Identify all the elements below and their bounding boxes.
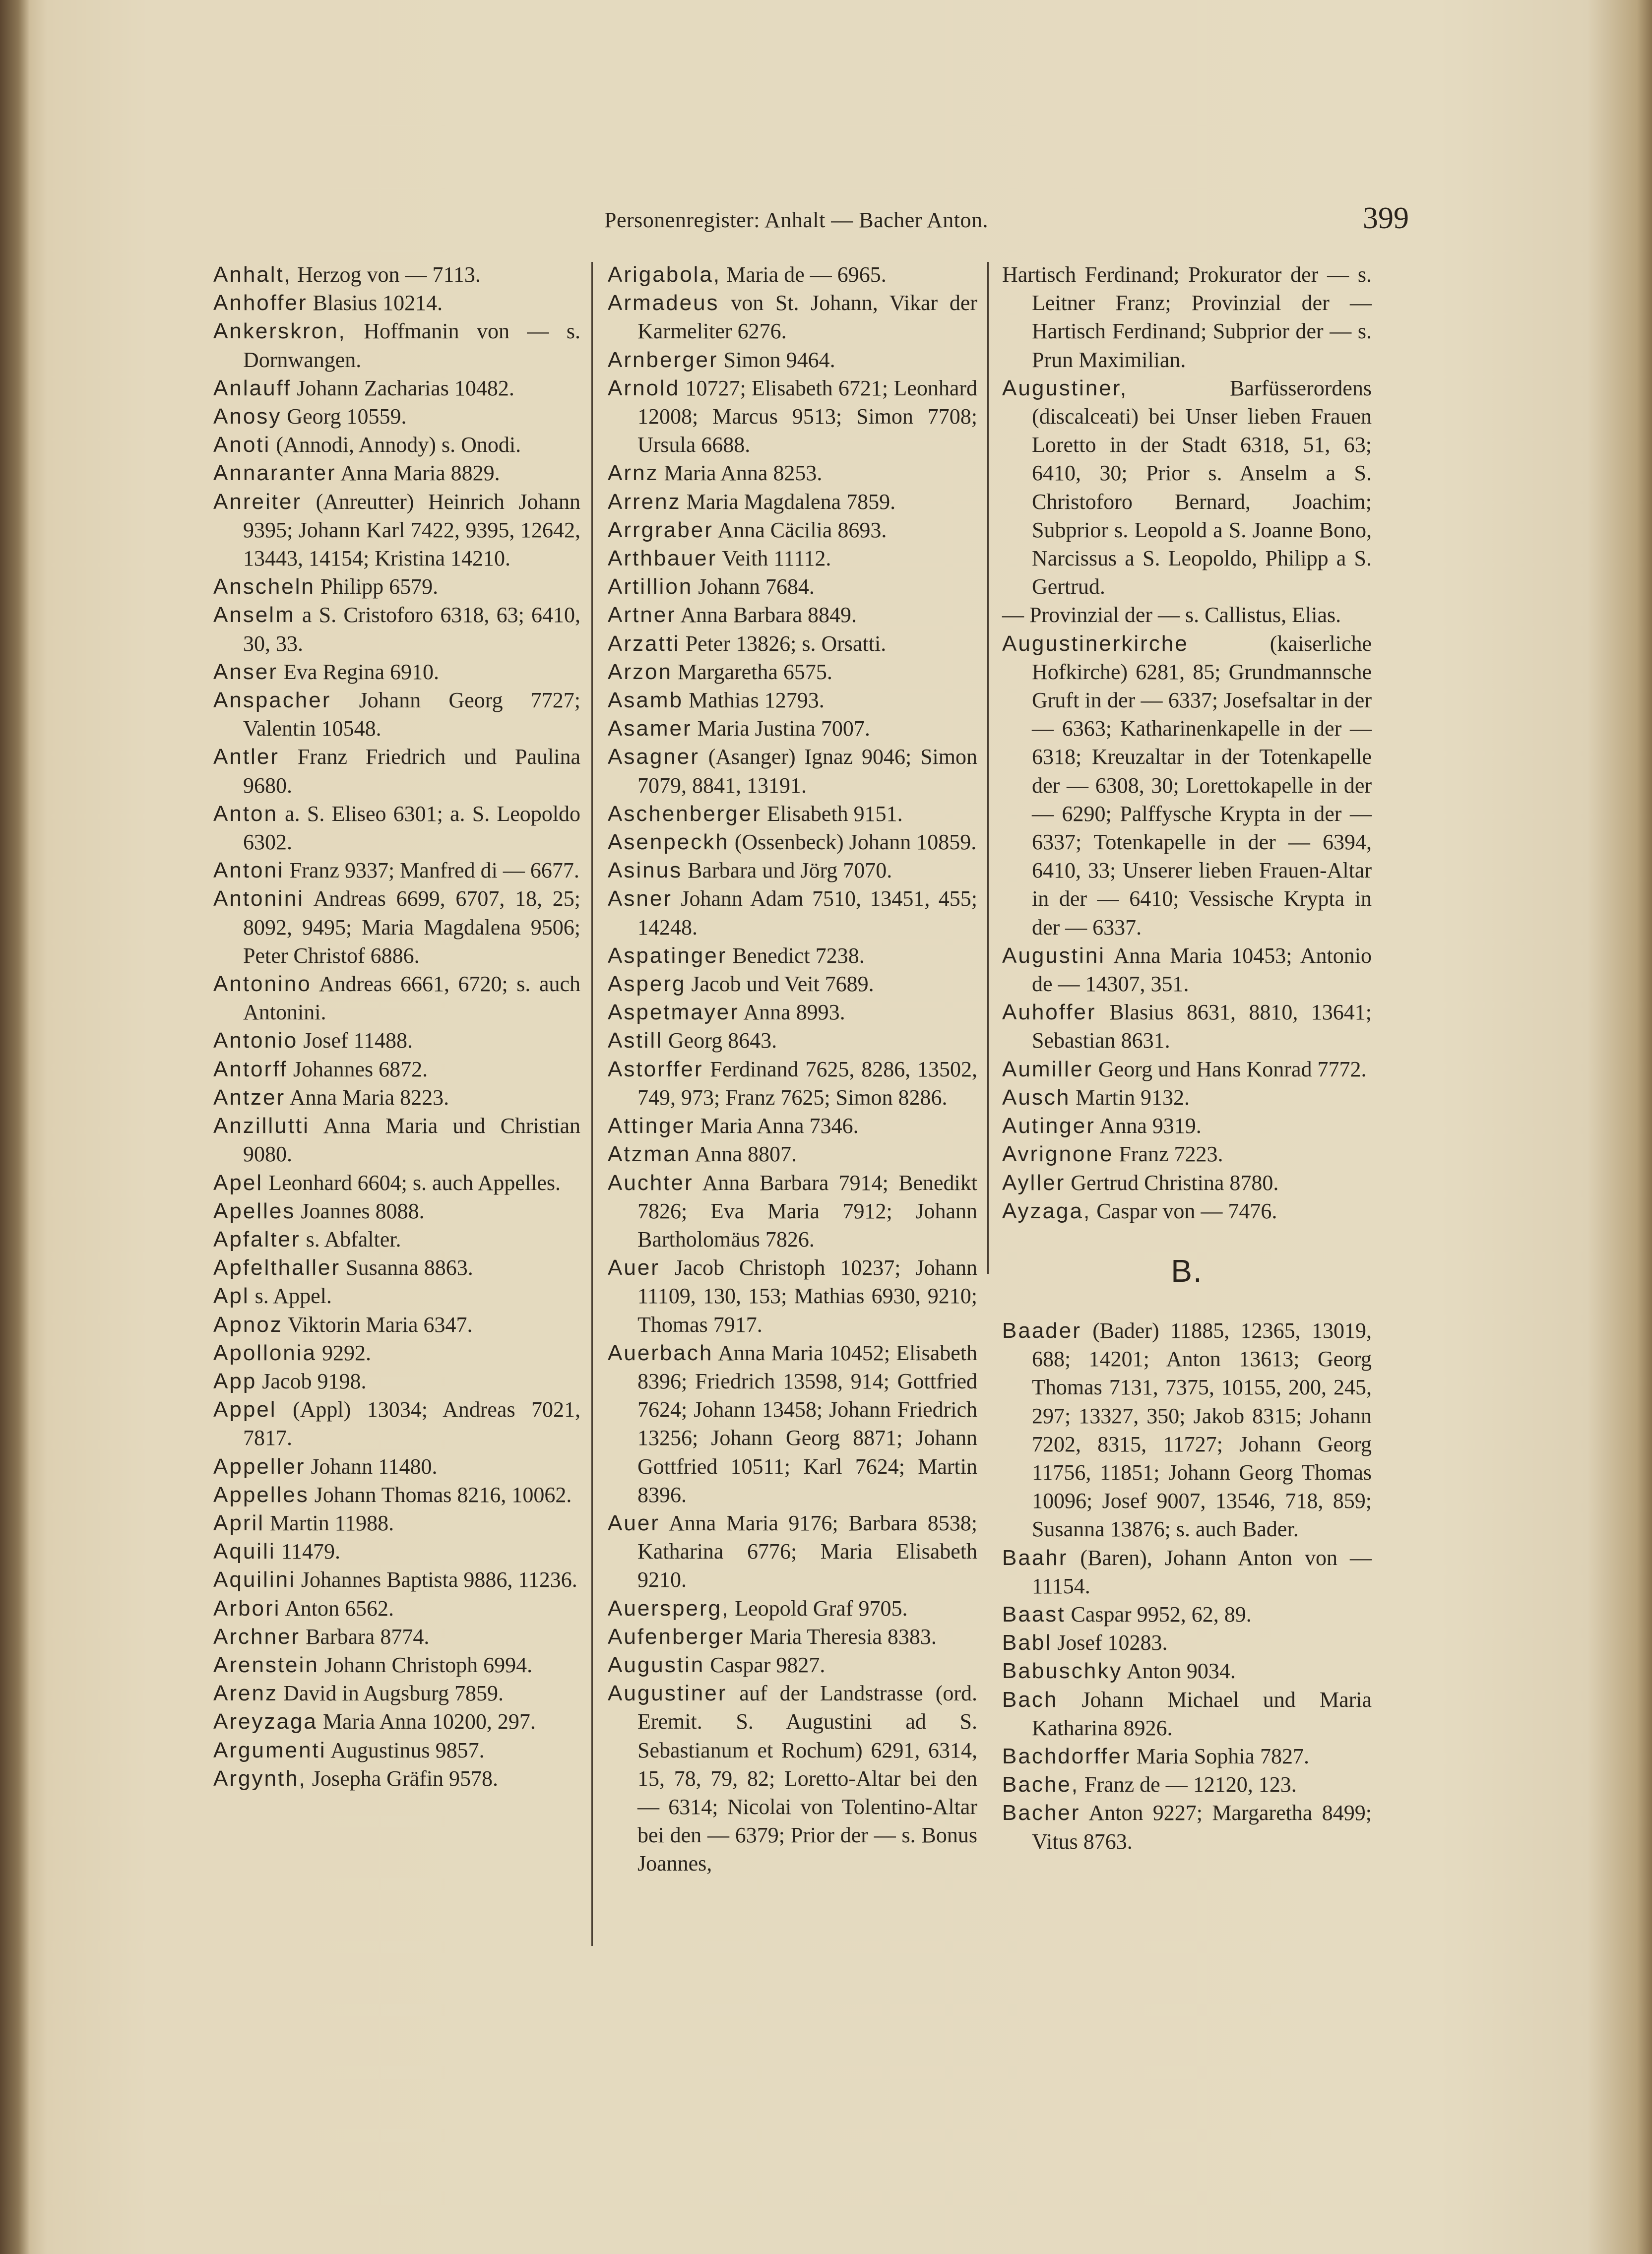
entry-text: Andreas 6699, 6707, 18, 25; 8092, 9495; Maria Magdalena 9506; Peter Christof 6886. xyxy=(243,886,580,968)
entry-text: (Anreutter) Heinrich Johann 9395; Johann Karl 7422, 9395, 12642, 13443, 14154; Kristina 14210. xyxy=(243,489,581,571)
entry-headword: Antzer xyxy=(213,1085,286,1110)
index-entry xyxy=(213,1679,580,1707)
entry-headword: Bach xyxy=(1002,1687,1058,1712)
entry-text: Barbara 8774. xyxy=(306,1624,430,1649)
index-entry xyxy=(213,970,580,1026)
entry-headword: Artillion xyxy=(608,574,693,599)
entry-headword: Babl xyxy=(1002,1630,1052,1655)
entry-headword: Ayller xyxy=(1002,1170,1066,1195)
index-entry xyxy=(608,884,977,941)
index-entry xyxy=(608,941,977,970)
index-entry xyxy=(1002,1770,1372,1799)
entry-text: Anna 8993. xyxy=(743,1000,845,1025)
entry-text: Simon 9464. xyxy=(723,347,835,372)
entry-headword: Ayzaga, xyxy=(1002,1198,1091,1223)
entry-text: Anna Maria 8223. xyxy=(289,1085,449,1110)
entry-headword: Apfelthaller xyxy=(213,1255,341,1280)
entry-headword: Antler xyxy=(213,745,279,769)
index-entry xyxy=(213,1339,580,1367)
entry-headword: Anosy xyxy=(213,404,282,429)
entry-headword: Auer xyxy=(608,1255,660,1280)
index-entry xyxy=(213,1537,580,1565)
entry-text: Johannes Baptista 9886, 11236. xyxy=(301,1567,577,1592)
index-entry xyxy=(213,1452,580,1481)
index-entry xyxy=(213,1594,580,1623)
column-divider xyxy=(591,262,593,1946)
entry-headword: Argynth, xyxy=(213,1766,307,1791)
entry-headword: Anspacher xyxy=(213,688,331,713)
entry-text: auf der Landstrasse (ord. Eremit. S. Augustini ad S. Sebastianum et Rochum) 6291, 6314, 15, 78, 79, 82; Loretto-Altar bei den — 6314; Nicolai von Tolentino-Altar bei den — 6379; Prior der — s. Bonus Joannes, xyxy=(637,1681,977,1876)
index-entry xyxy=(213,1282,580,1310)
index-entry xyxy=(608,629,977,658)
entry-text: Anna Barbara 7914; Benedikt 7826; Eva Maria 7912; Johann Bartholomäus 7826. xyxy=(637,1170,978,1252)
index-entry xyxy=(608,998,977,1026)
entry-text: Anna Cäcilia 8693. xyxy=(717,517,887,542)
entry-text: Jacob und Veit 7689. xyxy=(691,972,874,997)
index-entry xyxy=(1002,1112,1372,1140)
entry-headword: Apelles xyxy=(213,1198,296,1223)
index-entry xyxy=(608,828,977,856)
entry-headword: Arenstein xyxy=(213,1652,319,1677)
index-entry xyxy=(1002,1140,1372,1168)
entry-text: Johann Georg 7727; Valentin 10548. xyxy=(243,688,580,741)
index-entry xyxy=(213,1481,580,1509)
index-entry xyxy=(1002,629,1372,941)
index-entry xyxy=(213,572,580,601)
index-column-1 xyxy=(213,260,580,1997)
entry-headword: Augustinerkirche xyxy=(1002,631,1189,656)
entry-text: Caspar 9952, 62, 89. xyxy=(1071,1602,1252,1627)
entry-headword: Aufenberger xyxy=(608,1624,745,1649)
entry-headword: Aquili xyxy=(213,1539,276,1564)
entry-headword: Autinger xyxy=(1002,1114,1095,1138)
entry-headword: Ankerskron, xyxy=(213,319,346,344)
entry-headword: Arzon xyxy=(608,659,672,684)
entry-headword: Arrgraber xyxy=(608,517,713,542)
entry-text: Maria de — 6965. xyxy=(726,262,887,287)
entry-headword: Arbori xyxy=(213,1596,281,1621)
entry-headword: Asner xyxy=(608,886,672,911)
entry-text: — Provinzial der — s. Callistus, Elias. xyxy=(1002,603,1341,627)
entry-text: Viktorin Maria 6347. xyxy=(287,1312,473,1337)
entry-headword: Auhoffer xyxy=(1002,1000,1096,1025)
entry-headword: Apl xyxy=(213,1284,250,1309)
entry-text: Hoffmanin von — s. Dornwangen. xyxy=(243,319,581,372)
entry-text: Anna Maria 8829. xyxy=(340,461,500,486)
index-entry xyxy=(608,1026,977,1055)
index-entry xyxy=(608,856,977,884)
entry-text: s. Abfalter. xyxy=(306,1227,401,1252)
entry-headword: Anser xyxy=(213,659,278,684)
entry-headword: Asamb xyxy=(608,688,683,713)
entry-headword: Asagner xyxy=(608,745,699,769)
index-entry xyxy=(608,289,977,345)
index-entry xyxy=(213,1026,580,1055)
entry-text: Maria Theresia 8383. xyxy=(750,1624,937,1649)
entry-headword: Archner xyxy=(213,1624,301,1649)
entry-headword: Augustini xyxy=(1002,943,1106,968)
index-entry xyxy=(1002,1544,1372,1600)
entry-text: Franz 9337; Manfred di — 6677. xyxy=(289,858,579,883)
entry-text: 9292. xyxy=(322,1340,372,1365)
index-entry xyxy=(213,1764,580,1793)
entry-text: Anton 6562. xyxy=(284,1596,394,1621)
index-entry xyxy=(213,431,580,459)
index-entry xyxy=(608,743,977,799)
entry-text: Andreas 6661, 6720; s. auch Antonini. xyxy=(243,972,581,1025)
entry-headword: Arthbauer xyxy=(608,546,717,571)
entry-headword: April xyxy=(213,1510,265,1535)
entry-headword: Armadeus xyxy=(608,291,719,315)
index-entry xyxy=(608,1594,977,1623)
index-entry xyxy=(608,601,977,629)
entry-text: Barbara und Jörg 7070. xyxy=(688,858,892,883)
entry-headword: Antorff xyxy=(213,1057,288,1081)
entry-headword: Appeller xyxy=(213,1454,306,1479)
index-entry xyxy=(1002,374,1372,601)
entry-text: 10727; Elisabeth 6721; Leonhard 12008; Marcus 9513; Simon 7708; Ursula 6688. xyxy=(637,376,977,457)
entry-headword: Arrenz xyxy=(608,489,681,514)
entry-headword: Antonino xyxy=(213,972,312,997)
entry-text: (Appl) 13034; Andreas 7021, 7817. xyxy=(243,1397,580,1450)
index-entry xyxy=(213,686,580,743)
entry-text: Anton 9034. xyxy=(1126,1659,1236,1684)
entry-text: (Asanger) Ignaz 9046; Simon 7079, 8841, 13191. xyxy=(637,745,977,798)
entry-headword: Anselm xyxy=(213,603,295,627)
entry-headword: Anhoffer xyxy=(213,291,308,315)
entry-text: Georg 10559. xyxy=(287,404,407,429)
entry-headword: Antoni xyxy=(213,858,284,883)
entry-headword: Aumiller xyxy=(1002,1057,1093,1081)
index-entry xyxy=(213,374,580,402)
entry-headword: Appel xyxy=(213,1397,277,1422)
entry-headword: Aquilini xyxy=(213,1567,296,1592)
index-entry xyxy=(1002,1169,1372,1197)
entry-text: Johann 11480. xyxy=(311,1454,438,1479)
entry-text: Josef 11488. xyxy=(303,1028,413,1053)
entry-headword: Auersperg, xyxy=(608,1596,730,1621)
entry-text: David in Augsburg 7859. xyxy=(283,1681,504,1706)
entry-text: Veith 11112. xyxy=(722,546,831,571)
entry-text: von St. Johann, Vikar der Karmeliter 6276. xyxy=(637,291,977,344)
entry-headword: Annaranter xyxy=(213,461,336,486)
entry-text: Gertrud Christina 8780. xyxy=(1071,1170,1279,1195)
entry-text: Herzog von — 7113. xyxy=(297,262,481,287)
index-entry xyxy=(1002,1600,1372,1628)
entry-text: Johann Zacharias 10482. xyxy=(297,376,514,400)
entry-headword: Arnz xyxy=(608,461,659,486)
index-entry xyxy=(1002,1055,1372,1083)
index-entry xyxy=(608,1651,977,1679)
entry-text: Anna Barbara 8849. xyxy=(680,603,857,627)
index-entry xyxy=(213,1197,580,1225)
index-entry xyxy=(213,260,580,289)
index-entry xyxy=(213,1225,580,1253)
index-entry xyxy=(608,459,977,487)
entry-headword: Arigabola, xyxy=(608,262,721,287)
entry-text: Leopold Graf 9705. xyxy=(735,1596,908,1621)
entry-text: Martin 11988. xyxy=(270,1510,394,1535)
entry-headword: Augustiner, xyxy=(1002,376,1128,400)
index-entry xyxy=(213,743,580,799)
entry-headword: Aspetmayer xyxy=(608,1000,739,1025)
entry-headword: Anreiter xyxy=(213,489,302,514)
index-entry xyxy=(1002,1742,1372,1770)
index-entry xyxy=(213,800,580,856)
index-entry xyxy=(213,289,580,317)
index-column-3 xyxy=(1002,260,1372,1997)
entry-text: Anna 9319. xyxy=(1099,1114,1202,1138)
entry-headword: Atzman xyxy=(608,1142,691,1167)
entry-headword: Asperg xyxy=(608,972,686,997)
entry-text: Maria Justina 7007. xyxy=(697,716,870,741)
index-entry xyxy=(213,884,580,970)
entry-text: 11479. xyxy=(281,1539,340,1564)
index-entry xyxy=(1002,941,1372,998)
index-entry xyxy=(608,1112,977,1140)
entry-headword: Bachdorffer xyxy=(1002,1744,1131,1768)
section-letter-heading: B. xyxy=(1171,1252,1203,1289)
entry-text: Mathias 12793. xyxy=(688,688,825,713)
entry-text: Caspar 9827. xyxy=(710,1652,826,1677)
column-divider xyxy=(987,262,989,1274)
index-entry xyxy=(213,1055,580,1083)
entry-headword: Aspatinger xyxy=(608,943,727,968)
index-entry xyxy=(213,1707,580,1736)
index-entry xyxy=(608,1679,977,1878)
entry-text: Jacob 9198. xyxy=(262,1369,367,1393)
index-entry xyxy=(1002,1799,1372,1855)
entry-text: Blasius 8631, 8810, 13641; Sebastian 8631. xyxy=(1032,1000,1372,1053)
entry-headword: Anton xyxy=(213,801,278,826)
entry-text: Georg 8643. xyxy=(668,1028,777,1053)
index-entry xyxy=(213,601,580,657)
index-entry xyxy=(608,1623,977,1651)
entry-text: (Baren), Johann Anton von — 11154. xyxy=(1032,1545,1372,1598)
book-spine-edge xyxy=(0,0,30,2254)
entry-text: Martin 9132. xyxy=(1076,1085,1190,1110)
entry-headword: Anlauff xyxy=(213,376,292,400)
entry-headword: Areyzaga xyxy=(213,1709,318,1734)
entry-headword: Anzillutti xyxy=(213,1114,310,1138)
entry-headword: Arzatti xyxy=(608,631,680,656)
entry-text: a. S. Eliseo 6301; a. S. Leopoldo 6302. xyxy=(243,801,580,855)
entry-text: (Bader) 11885, 12365, 13019, 688; 14201; Anton 13613; Georg Thomas 7131, 7375, 10155, 200, 245, 297; 13327, 350; Jakob 8315; Johann 7202, 8315, 11727; Johann Georg 11756, 11851; Johann Georg Thomas 10096; Josef 9007, 13546, 718, 859; Susanna 13876; s. auch Bader. xyxy=(1032,1318,1372,1542)
index-entry xyxy=(608,572,977,601)
entry-text: Josepha Gräfin 9578. xyxy=(312,1766,499,1791)
index-entry xyxy=(608,970,977,998)
index-entry xyxy=(213,1736,580,1764)
entry-headword: Baast xyxy=(1002,1602,1066,1627)
entry-headword: Bache, xyxy=(1002,1772,1079,1797)
index-entry xyxy=(213,1651,580,1679)
index-entry xyxy=(608,488,977,516)
entry-text: Maria Magdalena 7859. xyxy=(686,489,896,514)
entry-text: Maria Sophia 7827. xyxy=(1136,1744,1309,1768)
entry-headword: Arnold xyxy=(608,376,680,400)
entry-text: Johann 7684. xyxy=(698,574,815,599)
index-entry xyxy=(213,402,580,431)
entry-text: Johann Thomas 8216, 10062. xyxy=(314,1482,572,1507)
index-entry xyxy=(608,516,977,544)
entry-headword: Artner xyxy=(608,603,676,627)
index-entry xyxy=(1002,1197,1372,1225)
index-entry xyxy=(213,1623,580,1651)
entry-text: Anna Maria 10453; Antonio de — 14307, 351. xyxy=(1032,943,1372,997)
index-entry xyxy=(1002,1083,1372,1112)
index-entry xyxy=(213,1311,580,1339)
entry-text: Eva Regina 6910. xyxy=(283,659,439,684)
entry-headword: Apel xyxy=(213,1170,263,1195)
index-entry xyxy=(608,658,977,686)
index-entry xyxy=(608,1055,977,1112)
index-entry xyxy=(608,800,977,828)
index-entry xyxy=(213,459,580,487)
entry-text: Franz 7223. xyxy=(1119,1142,1223,1167)
entry-text: Johann Michael und Maria Katharina 8926. xyxy=(1032,1687,1372,1740)
entry-text: (Ossenbeck) Johann 10859. xyxy=(734,830,977,855)
entry-text: Benedict 7238. xyxy=(732,943,865,968)
entry-headword: Anhalt, xyxy=(213,262,292,287)
entry-text: Johann Christoph 6994. xyxy=(324,1652,533,1677)
entry-text: Maria Anna 10200, 297. xyxy=(322,1709,536,1734)
entry-text: Peter 13826; s. Orsatti. xyxy=(685,631,887,656)
entry-text: Hartisch Ferdinand; Prokurator der — s. Leitner Franz; Provinzial der — Hartisch Ferdinand; Subprior der — s. Prun Maximilian. xyxy=(1002,262,1372,372)
entry-headword: Augustin xyxy=(608,1652,705,1677)
entry-text: Johann Adam 7510, 13451, 455; 14248. xyxy=(637,886,978,939)
entry-headword: Asamer xyxy=(608,716,692,741)
entry-headword: Baahr xyxy=(1002,1545,1068,1570)
entry-text: a S. Cristoforo 6318, 63; 6410, 30, 33. xyxy=(243,603,580,656)
entry-text: Joannes 8088. xyxy=(301,1198,425,1223)
index-entry xyxy=(608,714,977,743)
running-head: Personenregister: Anhalt — Bacher Anton. xyxy=(604,208,988,232)
index-entry xyxy=(1002,601,1372,629)
entry-headword: Arnberger xyxy=(608,347,718,372)
index-entry xyxy=(213,1565,580,1594)
index-entry xyxy=(608,260,977,289)
entry-text: Anna Maria und Christian 9080. xyxy=(243,1114,580,1167)
entry-text: (kaiserliche Hofkirche) 6281, 85; Grundmannsche Gruft in der — 6337; Josefsaltar in der — 6363; Katharinenkapelle in der — 6318; Kreuzaltar in der Totenkapelle der — 6308, 30; Lorettokapelle in der — 6290; Palffysche Krypta in der — 6337; Totenkapelle in der — 6394, 6410, 33; Unserer lieben Frauen-Altar in der — 6410; Vessische Krypta in der — 6337. xyxy=(1032,631,1372,939)
entry-text: Josef 10283. xyxy=(1057,1630,1168,1655)
index-entry xyxy=(213,1083,580,1112)
index-entry xyxy=(608,686,977,714)
index-entry xyxy=(1002,260,1372,374)
entry-text: Maria Anna 8253. xyxy=(664,461,823,486)
entry-headword: Auerbach xyxy=(608,1340,713,1365)
index-entry xyxy=(608,544,977,572)
index-entry xyxy=(213,488,580,573)
entry-headword: Ausch xyxy=(1002,1085,1071,1110)
index-entry xyxy=(608,1140,977,1168)
entry-text: Susanna 8863. xyxy=(346,1255,473,1280)
entry-headword: Argumenti xyxy=(213,1738,326,1762)
entry-text: Georg und Hans Konrad 7772. xyxy=(1098,1057,1367,1081)
entry-text: Anna Maria 10452; Elisabeth 8396; Friedrich 13598, 914; Gottfried 7624; Johann 13458; Johann Friedrich 13256; Johann Georg 8871; Johann Gottfried 10511; Karl 7624; Martin 8396. xyxy=(637,1340,977,1507)
index-column-2 xyxy=(608,260,977,1997)
entry-headword: Anscheln xyxy=(213,574,316,599)
entry-text: Margaretha 6575. xyxy=(677,659,832,684)
index-entry xyxy=(1002,998,1372,1055)
entry-headword: Asenpeckh xyxy=(608,830,729,855)
index-entry xyxy=(213,658,580,686)
page-number: 399 xyxy=(1363,201,1409,235)
index-entry xyxy=(1002,1316,1372,1544)
index-entry xyxy=(213,1367,580,1395)
entry-text: Blasius 10214. xyxy=(313,291,443,315)
entry-headword: Apollonia xyxy=(213,1340,317,1365)
entry-headword: Babuschky xyxy=(1002,1659,1123,1684)
entry-text: Franz Friedrich und Paulina 9680. xyxy=(243,745,580,798)
entry-text: Philipp 6579. xyxy=(320,574,439,599)
entry-text: Barfüsserordens (discalceati) bei Unser lieben Frauen Loretto in der Stadt 6318, 51, 63; 6410, 30; Prior s. Anselm a S. Christoforo Bernard, Joachim; Subprior s. Leopold a S. Joanne Bono, Narcissus a S. Leopoldo, Philipp a S. Gertrud. xyxy=(1032,376,1372,599)
entry-text: Caspar von — 7476. xyxy=(1096,1198,1277,1223)
entry-headword: Baader xyxy=(1002,1318,1081,1343)
index-entry xyxy=(608,374,977,459)
entry-text: (Annodi, Annody) s. Onodi. xyxy=(276,433,521,457)
index-entry xyxy=(608,346,977,374)
entry-text: Leonhard 6604; s. auch Appelles. xyxy=(268,1170,561,1195)
entry-headword: Antonini xyxy=(213,886,305,911)
entry-text: Augustinus 9857. xyxy=(330,1738,485,1762)
entry-headword: Antonio xyxy=(213,1028,298,1053)
entry-headword: Apnoz xyxy=(213,1312,283,1337)
index-entry xyxy=(213,1112,580,1168)
entry-headword: Apfalter xyxy=(213,1227,301,1252)
entry-text: Maria Anna 7346. xyxy=(700,1114,859,1138)
entry-text: Anna Maria 9176; Barbara 8538; Katharina 6776; Maria Elisabeth 9210. xyxy=(637,1510,977,1592)
entry-text: Jacob Christoph 10237; Johann 11109, 130, 153; Mathias 6930, 9210; Thomas 7917. xyxy=(637,1255,977,1337)
index-entry xyxy=(1002,1686,1372,1742)
entry-headword: Anoti xyxy=(213,433,271,457)
index-entry xyxy=(608,1509,977,1594)
entry-headword: Appelles xyxy=(213,1482,309,1507)
entry-headword: Astill xyxy=(608,1028,663,1053)
index-entry xyxy=(608,1169,977,1254)
entry-headword: Augustiner xyxy=(608,1681,727,1706)
entry-headword: Avrignone xyxy=(1002,1142,1114,1167)
entry-text: Ferdinand 7625, 8286, 13502, 749, 973; Franz 7625; Simon 8286. xyxy=(637,1057,978,1110)
entry-headword: Auer xyxy=(608,1510,660,1535)
index-entry xyxy=(1002,1657,1372,1685)
entry-text: Johannes 6872. xyxy=(293,1057,428,1081)
entry-headword: App xyxy=(213,1369,257,1393)
entry-headword: Auchter xyxy=(608,1170,694,1195)
index-entry xyxy=(608,1253,977,1339)
entry-text: Anton 9227; Margaretha 8499; Vitus 8763. xyxy=(1032,1801,1372,1854)
index-entry xyxy=(213,856,580,884)
index-entry xyxy=(213,1509,580,1537)
index-entry xyxy=(1002,1628,1372,1657)
index-entry xyxy=(608,1339,977,1509)
index-entry xyxy=(213,1169,580,1197)
entry-headword: Attinger xyxy=(608,1114,695,1138)
entry-headword: Asinus xyxy=(608,858,683,883)
index-entry xyxy=(213,1395,580,1452)
index-entry xyxy=(213,1253,580,1282)
entry-text: Elisabeth 9151. xyxy=(766,801,903,826)
index-entry xyxy=(213,317,580,374)
entry-headword: Astorffer xyxy=(608,1057,703,1081)
entry-text: Anna 8807. xyxy=(695,1142,797,1167)
entry-headword: Arenz xyxy=(213,1681,278,1706)
entry-headword: Aschenberger xyxy=(608,801,762,826)
entry-text: Franz de — 12120, 123. xyxy=(1084,1772,1297,1797)
entry-headword: Bacher xyxy=(1002,1801,1080,1825)
entry-text: s. Appel. xyxy=(254,1284,332,1309)
